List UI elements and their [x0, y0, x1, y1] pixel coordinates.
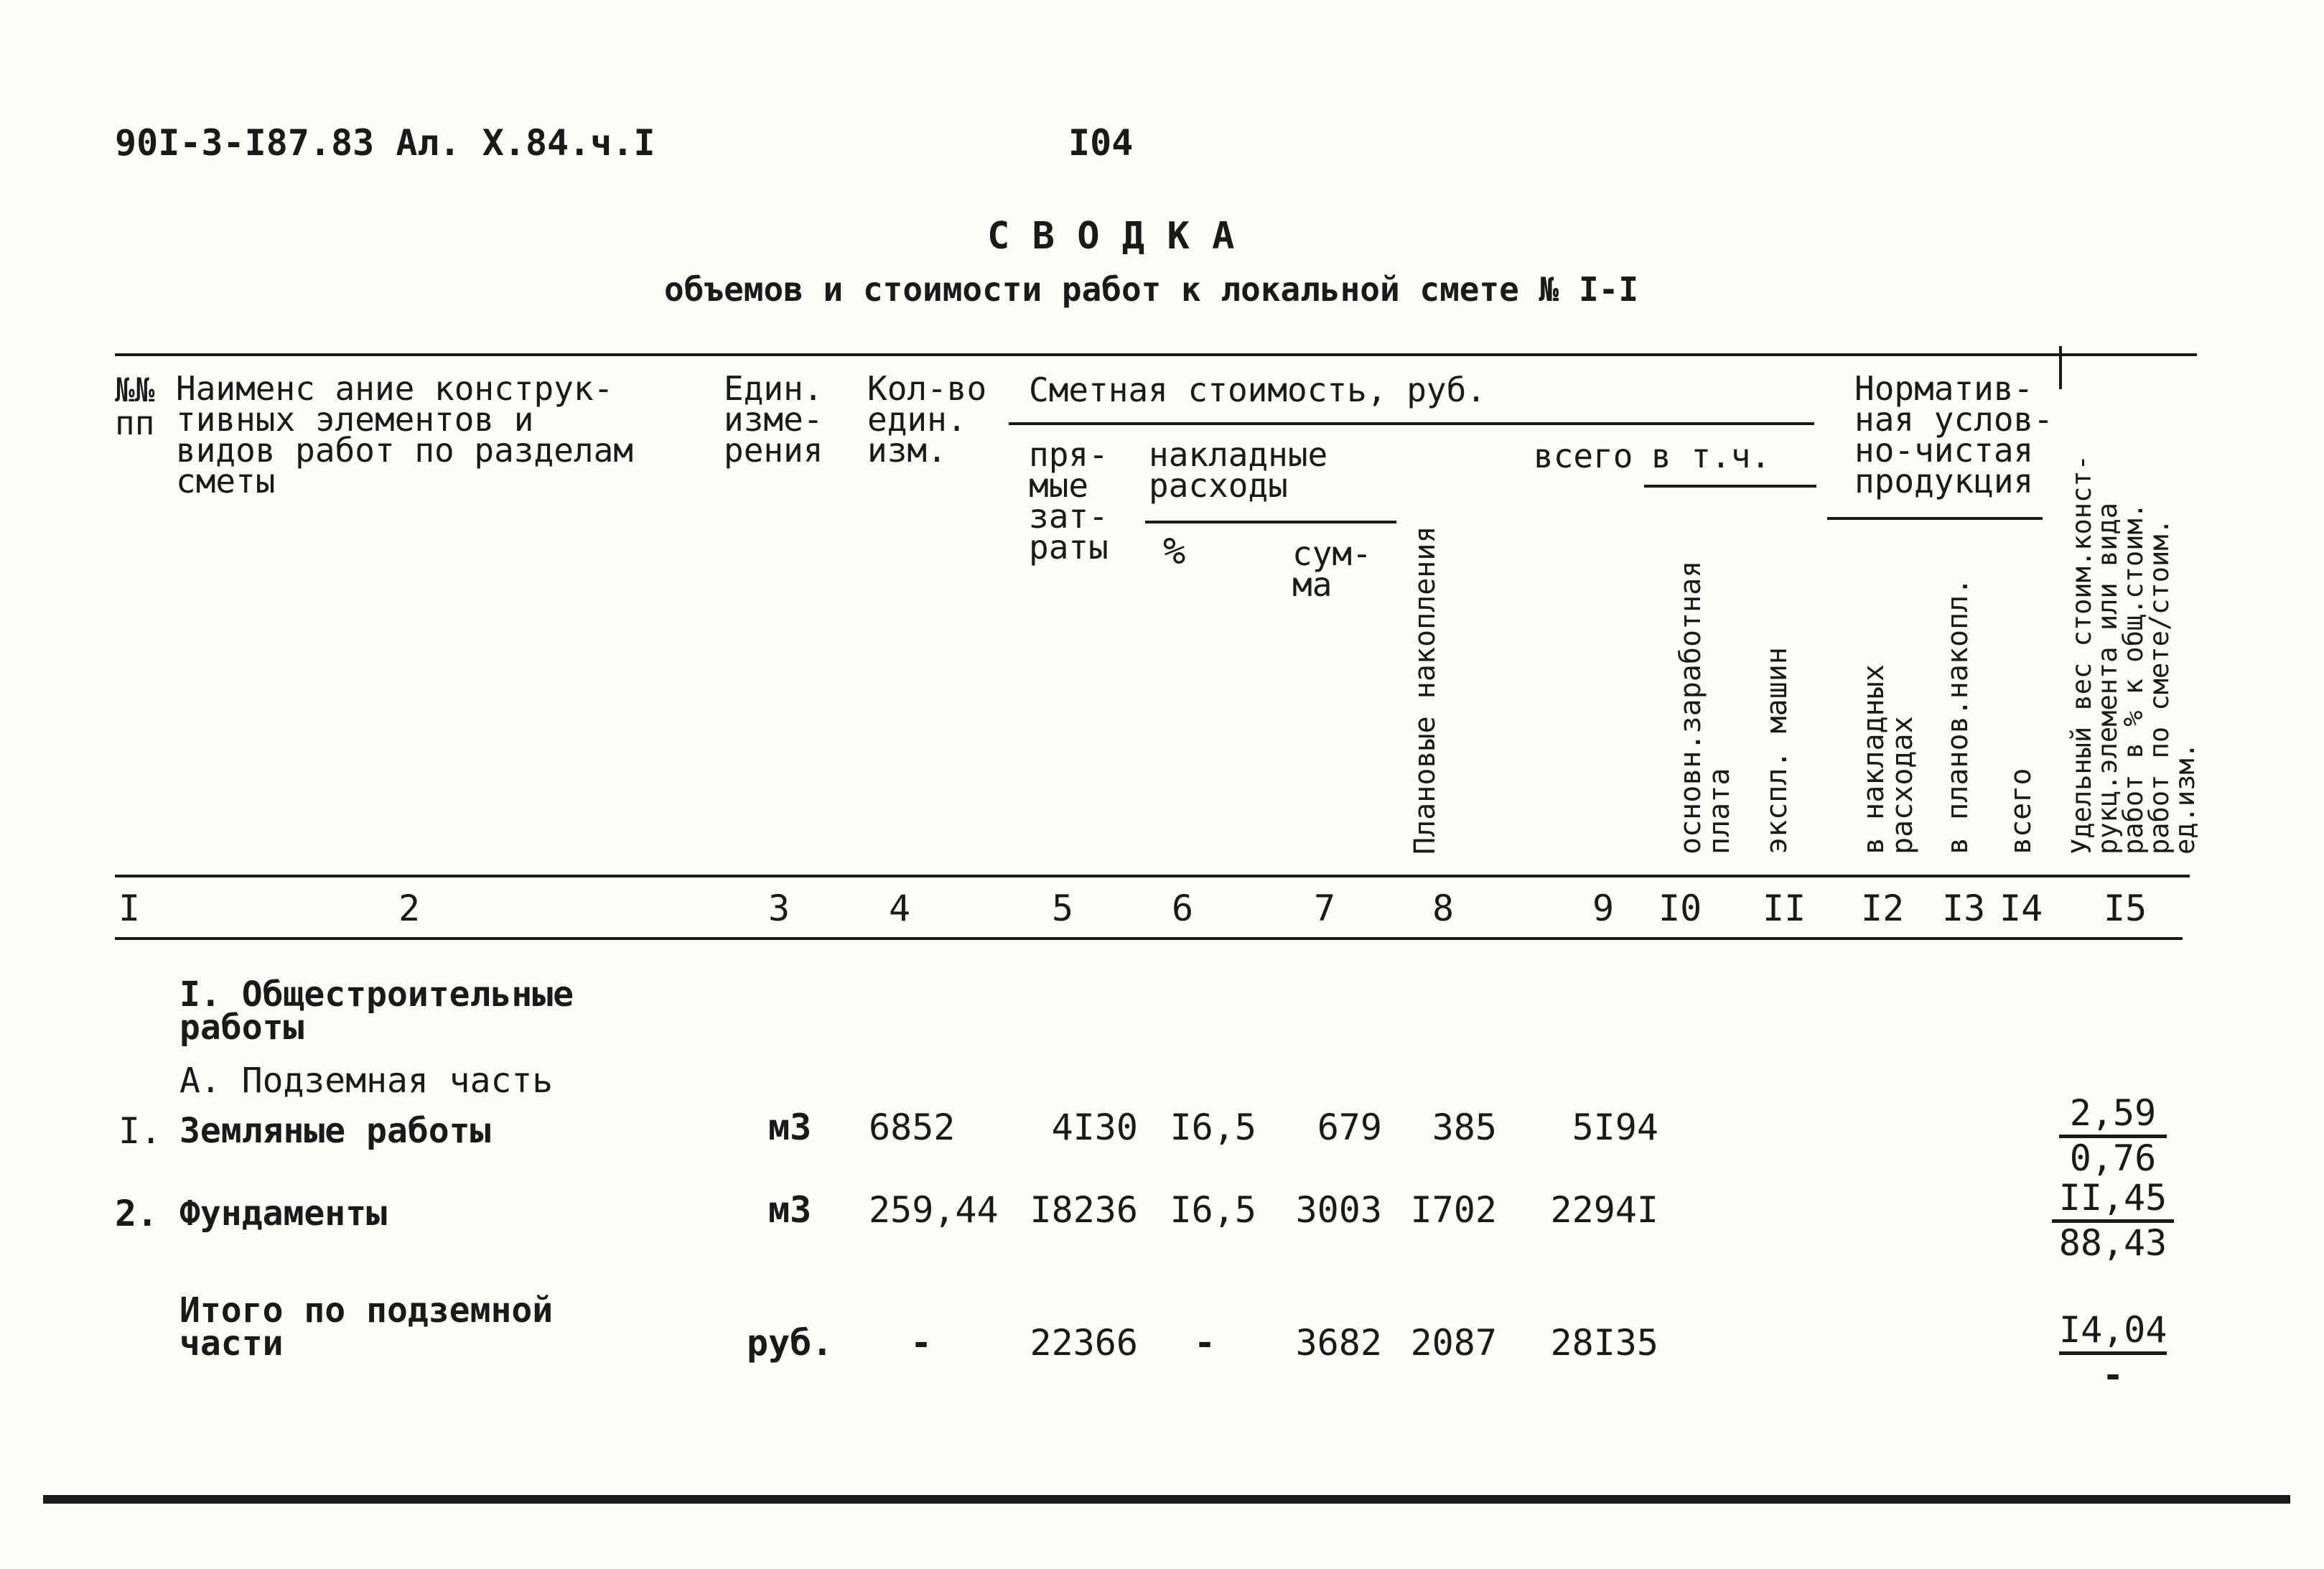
col-number-8: 8 [1432, 888, 1455, 929]
row-1-share [2059, 1093, 2167, 1178]
total-row-planned: 2087 [1410, 1322, 1497, 1364]
document-code: 90I-3-I87.83 Ал. X.84.ч.I [115, 122, 655, 164]
header-norm-overhead: в накладных расходах [1857, 664, 1919, 855]
colnum-bottom-rule [115, 937, 2183, 940]
total-row-share-bottom: - [2101, 1354, 2124, 1396]
page-bottom-rule [43, 1495, 2290, 1504]
header-bottom-rule [115, 875, 2190, 877]
header-unit: Един. изме- рения [724, 369, 823, 470]
header-planned: Плановые накопления [1409, 526, 1442, 855]
row-2-planned: I702 [1410, 1189, 1497, 1231]
col-number-15: I5 [2104, 888, 2147, 929]
incl-rule [1644, 485, 1816, 488]
col-number-11: II [1763, 888, 1806, 929]
row-2-num: 2. [115, 1193, 159, 1234]
col-number-13: I3 [1942, 888, 1986, 929]
col-number-2: 2 [398, 888, 421, 929]
subsection-heading: А. Подземная часть [179, 1061, 554, 1101]
row-2-share-bottom: 88,43 [2058, 1222, 2167, 1264]
total-row-qty: - [910, 1322, 933, 1364]
row-1-pct: I6,5 [1170, 1107, 1256, 1148]
total-row-direct: 22366 [1030, 1322, 1138, 1364]
header-total: всего [1534, 437, 1633, 475]
row-1-planned: 385 [1432, 1107, 1497, 1148]
row-1-share-bottom: 0,76 [2069, 1137, 2157, 1179]
col-number-10: I0 [1658, 888, 1702, 929]
row-1-direct: 4I30 [1051, 1107, 1138, 1148]
header-overhead-sum: сум- ма [1292, 534, 1372, 604]
header-norm-planned: в планов.накопл. [1941, 577, 1974, 855]
header-machines: экспл. машин [1760, 647, 1793, 855]
page-number: I04 [1068, 122, 1134, 164]
col-number-14: I4 [1999, 888, 2043, 929]
col-number-6: 6 [1172, 888, 1194, 929]
col-number-7: 7 [1314, 888, 1336, 929]
row-1-qty: 6852 [869, 1107, 956, 1148]
row-2-direct: I8236 [1030, 1189, 1138, 1231]
header-num: №№ пп [115, 371, 155, 442]
row-2-name: Фундаменты [179, 1193, 387, 1234]
total-row-total: 28I35 [1550, 1322, 1658, 1364]
row-2-share-top: II,45 [2052, 1178, 2174, 1223]
col-number-12: I2 [1861, 888, 1905, 929]
header-overhead: накладные расходы [1149, 435, 1328, 505]
total-row-share [2059, 1310, 2167, 1395]
row-1-num: I. [118, 1110, 162, 1152]
document-title: С В О Д К А [987, 215, 1235, 258]
total-row-sum: 3682 [1295, 1322, 1382, 1364]
col-number-4: 4 [889, 888, 911, 929]
row-2-qty: 259,44 [869, 1189, 999, 1231]
header-wages: основн.заработная плата [1674, 560, 1736, 855]
header-name: Наименс ание конструк- тивных элементов и видов работ по разделам сметы [176, 369, 633, 501]
row-2-total: 2294I [1550, 1189, 1658, 1231]
table-top-rule [115, 353, 2197, 356]
row-2-share [2052, 1178, 2174, 1263]
header-norm-group: Норматив- ная услов- но-чистая продукция [1854, 369, 2053, 501]
row-2-pct: I6,5 [1170, 1189, 1256, 1231]
header-norm-total: всего [2005, 768, 2038, 855]
total-row-pct: - [1194, 1322, 1216, 1364]
norm-rule [1827, 517, 2043, 520]
row-1-name: Земляные работы [179, 1111, 491, 1151]
col-number-3: 3 [768, 888, 790, 929]
col-number-5: 5 [1052, 888, 1074, 929]
row-1-unit: м3 [768, 1107, 812, 1148]
overhead-rule [1145, 521, 1396, 523]
share-divider-rule [2059, 346, 2062, 389]
row-1-total: 5I94 [1572, 1107, 1658, 1148]
document-subtitle: объемов и стоимости работ к локальной смете № I-I [664, 270, 1639, 309]
col-number-9: 9 [1592, 888, 1615, 929]
cost-group-rule [1009, 422, 1814, 425]
row-1-sum: 679 [1317, 1107, 1382, 1148]
row-2-unit: м3 [768, 1189, 812, 1231]
col-number-1: I [118, 888, 141, 929]
row-2-sum: 3003 [1295, 1189, 1382, 1231]
header-overhead-pct: % [1163, 530, 1186, 573]
section-heading: I. Общестроительные работы [179, 974, 574, 1048]
total-row-name: Итого по подземной части [179, 1290, 554, 1364]
total-row-share-top: I4,04 [2059, 1310, 2167, 1355]
header-direct-costs: пря- мые зат- раты [1029, 435, 1109, 567]
header-incl: в т.ч. [1651, 437, 1771, 475]
header-share: Удельный вес стоим.конст- рукц.элемента или вида работ в % к общ.стоим. работ по смете/стоим. ед.изм. [2066, 455, 2201, 855]
row-1-share-top: 2,59 [2059, 1093, 2167, 1138]
header-cost-group: Сметная стоимость, руб. [1029, 371, 1486, 409]
header-qty: Кол-во един. изм. [867, 369, 987, 470]
total-row-unit: руб. [747, 1322, 834, 1364]
